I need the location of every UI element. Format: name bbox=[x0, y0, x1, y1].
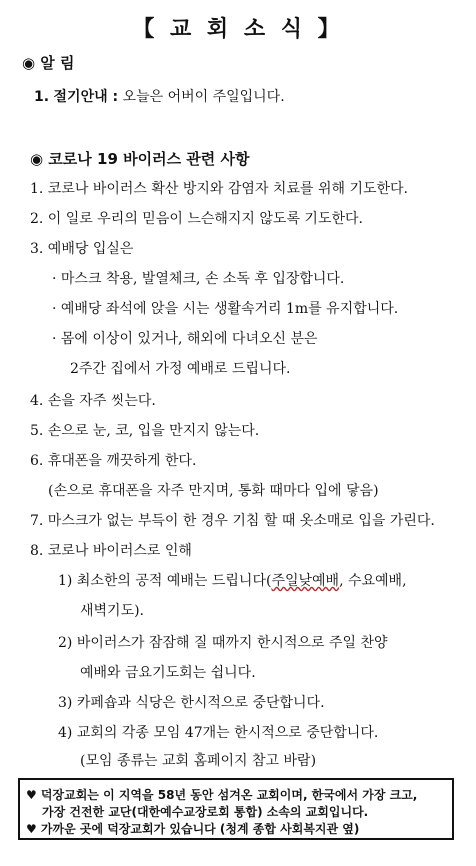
list-item-2: 2. 이 일로 우리의 믿음이 느슨해지지 않도록 기도한다. bbox=[30, 211, 363, 227]
list-subitem-8-2: 2) 바이러스가 잠잠해 질 때까지 한시적으로 주일 찬양 bbox=[58, 635, 388, 651]
list-subitem-8-2-cont: 예배와 금요기도회는 쉽니다. bbox=[80, 665, 256, 681]
list-item-8: 8. 코로나 바이러스로 인해 bbox=[30, 543, 192, 559]
list-item-6: 6. 휴대폰을 깨끗하게 한다. bbox=[30, 453, 197, 469]
church-info-line-3: ♥ 가까운 곳에 덕장교회가 있습니다 (청계 종합 사회복지관 옆) bbox=[26, 822, 360, 836]
list-item-5: 5. 손으로 눈, 코, 입을 만지지 않는다. bbox=[30, 423, 260, 439]
notice-heading: ◉ 알 림 bbox=[22, 54, 75, 72]
notice-item-text: 오늘은 어버이 주일입니다. bbox=[122, 89, 285, 105]
list-item-3: 3. 예배당 입실은 bbox=[30, 241, 134, 257]
list-subitem-8-3: 3) 카페숍과 식당은 한시적으로 중단합니다. bbox=[58, 695, 325, 711]
list-subitem-8-4: 4) 교회의 각종 모임 47개는 한시적으로 중단합니다. bbox=[58, 725, 379, 741]
subitem-8-1-text-a: 1) 최소한의 공적 예배는 드립니다( bbox=[58, 573, 272, 589]
list-item-1: 1. 코로나 바이러스 확산 방지와 감염자 치료를 위해 기도한다. bbox=[30, 181, 408, 197]
list-subitem-8-1 bbox=[58, 570, 407, 590]
church-info-box bbox=[18, 778, 454, 840]
subitem-8-1-underlined: 주일낮예배 bbox=[271, 573, 340, 589]
notice-item-number: 1. bbox=[34, 89, 50, 105]
list-item-4: 4. 손을 자주 씻는다. bbox=[30, 393, 156, 409]
list-subitem-3c-cont: 2주간 집에서 가정 예배로 드립니다. bbox=[70, 361, 291, 377]
church-info-line-1: ♥ 덕장교회는 이 지역을 58년 동안 섬겨온 교회이며, 한국에서 가장 크고, bbox=[26, 788, 418, 802]
list-subitem-8-1-cont: 새벽기도). bbox=[80, 603, 145, 619]
page-title: 【 교 회 소 식 】 bbox=[132, 17, 344, 42]
church-info-line-2: 가장 건전한 교단(대한예수교장로회 통합) 소속의 교회입니다. bbox=[42, 805, 369, 819]
notice-item-label: 절기안내 : bbox=[53, 89, 119, 105]
notice-item bbox=[34, 86, 285, 106]
list-subitem-3a: · 마스크 착용, 발열체크, 손 소독 후 입장합니다. bbox=[52, 271, 345, 287]
list-subitem-3b: · 예배당 좌석에 앉을 시는 생활속거리 1m를 유지합니다. bbox=[52, 301, 399, 317]
list-subitem-3c: · 몸에 이상이 있거나, 해외에 다녀오신 분은 bbox=[52, 331, 318, 347]
list-subitem-8-4-note: (모임 종류는 교회 홈페이지 참고 바람) bbox=[80, 753, 317, 769]
corona-heading: ◉ 코로나 19 바이러스 관련 사항 bbox=[30, 150, 250, 168]
list-item-7: 7. 마스크가 없는 부득이 한 경우 기침 할 때 옷소매로 입을 가린다. bbox=[30, 513, 435, 529]
list-subitem-6a: (손으로 휴대폰을 자주 만지며, 통화 때마다 입에 닿음) bbox=[48, 483, 379, 499]
subitem-8-1-text-b: , 수요예배, bbox=[339, 573, 407, 589]
